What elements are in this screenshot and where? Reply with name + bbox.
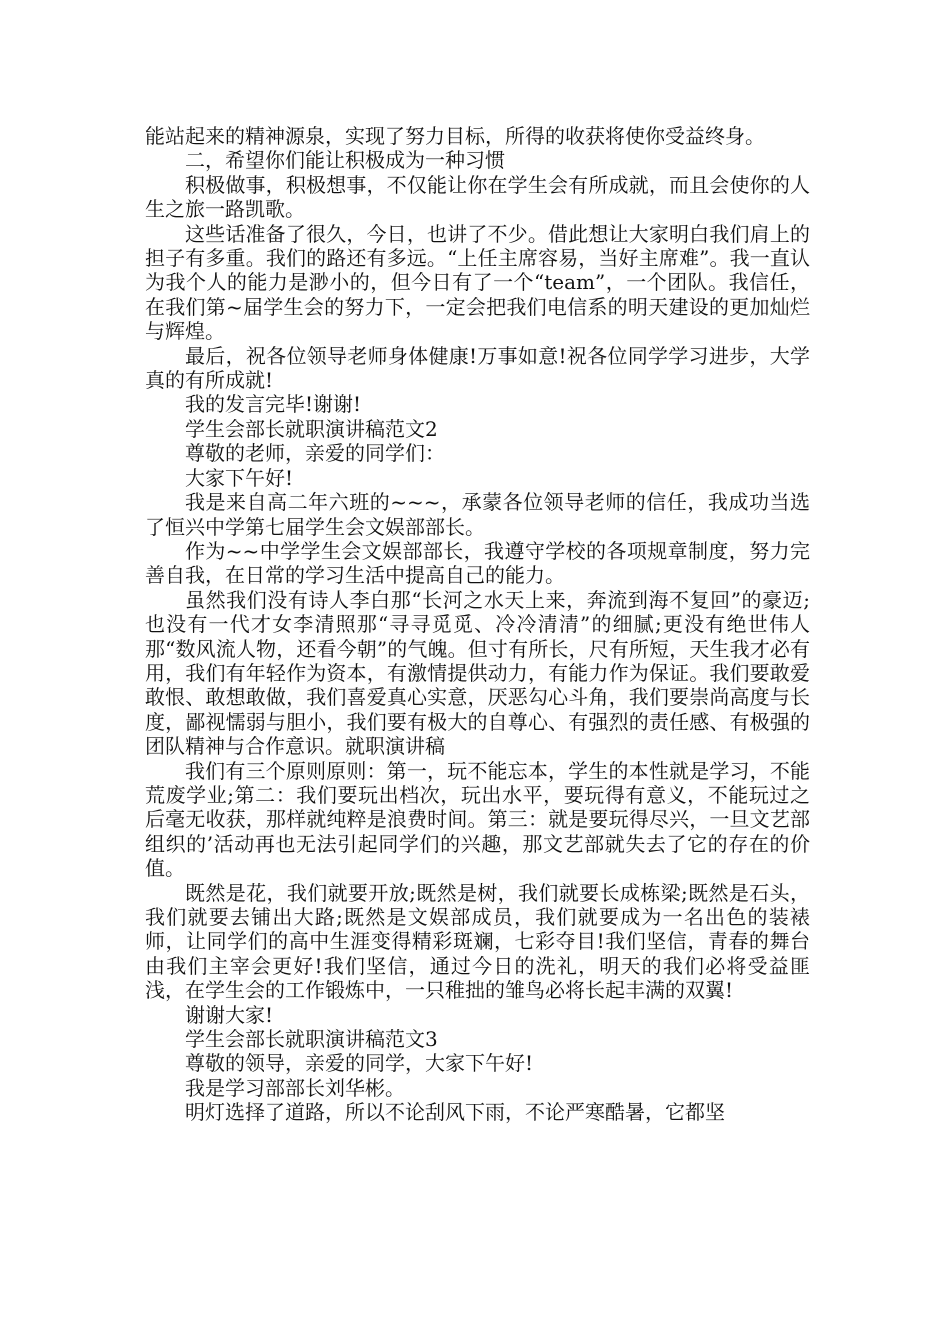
paragraph: 能站起来的精神源泉，实现了努力目标，所得的收获将使你受益终身。 [145, 124, 765, 148]
document-body [145, 124, 810, 1125]
paragraph: 这些话准备了很久，今日，也讲了不少。借此想让大家明白我们肩上的担子有多重。我们的路还有多远。“上任主席容易，当好主席难”。我一直认为我个人的能力是渺小的，但今日有了一个“team”，一个团队。我信任，在我们第~届学生会的努力下，一定会把我们电信系的明天建设的更加灿烂与辉煌。 [145, 221, 810, 344]
paragraph: 既然是花，我们就要开放;既然是树，我们就要长成栋梁;既然是石头，我们就要去铺出大路;既然是文娱部成员，我们就要成为一名出色的装裱师，让同学们的高中生涯变得精彩斑斓，七彩夺目!我们坚信，青春的舞台由我们主宰会更好!我们坚信，通过今日的洗礼，明天的我们必将受益匪浅，在学生会的工作锻炼中，一只稚拙的雏鸟必将长起丰满的双翼! [145, 880, 810, 1003]
greeting: 大家下午好! [185, 465, 294, 490]
article-title: 学生会部长就职演讲稿范文3 [185, 1027, 438, 1052]
article-title: 学生会部长就职演讲稿范文2 [185, 416, 438, 441]
paragraph: 我们有三个原则原则：第一，玩不能忘本，学生的本性就是学习，不能荒废学业;第二：我们要玩出档次，玩出水平，要玩得有意义，不能玩过之后毫无收获，那样就纯粹是浪费时间。第三：就是要玩得尽兴，一旦文艺部组织的’活动再也无法引起同学们的兴趣，那文艺部就失去了它的存在的价值。 [145, 758, 810, 881]
salutation: 尊敬的老师，亲爱的同学们： [185, 441, 445, 466]
paragraph: 作为~~中学学生会文娱部部长，我遵守学校的各项规章制度，努力完善自我，在日常的学习生活中提高自己的能力。 [145, 538, 810, 588]
paragraph: 我是来自高二年六班的~~~，承蒙各位领导老师的信任，我成功当选了恒兴中学第七届学生会文娱部部长。 [145, 490, 810, 539]
paragraph: 最后，祝各位领导老师身体健康!万事如意!祝各位同学学习进步，大学真的有所成就! [145, 343, 810, 393]
paragraph: 虽然我们没有诗人李白那“长河之水天上来，奔流到海不复回”的豪迈;也没有一代才女李清照那“寻寻觅觅、冷冷清清”的细腻;更没有绝世伟人那“数风流人物，还看今朝”的气魄。但寸有所长，尺有所短，天生我才必有用，我们有年轻作为资本，有激情提供动力，有能力作为保证。我们要敢爱敢恨、敢想敢做，我们喜爱真心实意，厌恶勾心斗角，我们要崇尚高度与长度，鄙视懦弱与胆小，我们要有极大的自尊心、有强烈的责任感、有极强的团队精神与合作意识。就职演讲稿 [145, 587, 810, 759]
paragraph: 积极做事，积极想事，不仅能让你在学生会有所成就，而且会使你的人生之旅一路凯歌。 [145, 172, 810, 222]
paragraph: 我的发言完毕!谢谢! [185, 392, 362, 417]
closing: 谢谢大家! [185, 1002, 274, 1027]
paragraph: 我是学习部部长刘华彬。 [185, 1075, 405, 1100]
paragraph: 明灯选择了道路，所以不论刮风下雨，不论严寒酷暑，它都坚 [185, 1100, 725, 1125]
salutation: 尊敬的领导，亲爱的同学，大家下午好! [185, 1051, 534, 1076]
section-heading: 二，希望你们能让积极成为一种习惯 [185, 148, 505, 173]
